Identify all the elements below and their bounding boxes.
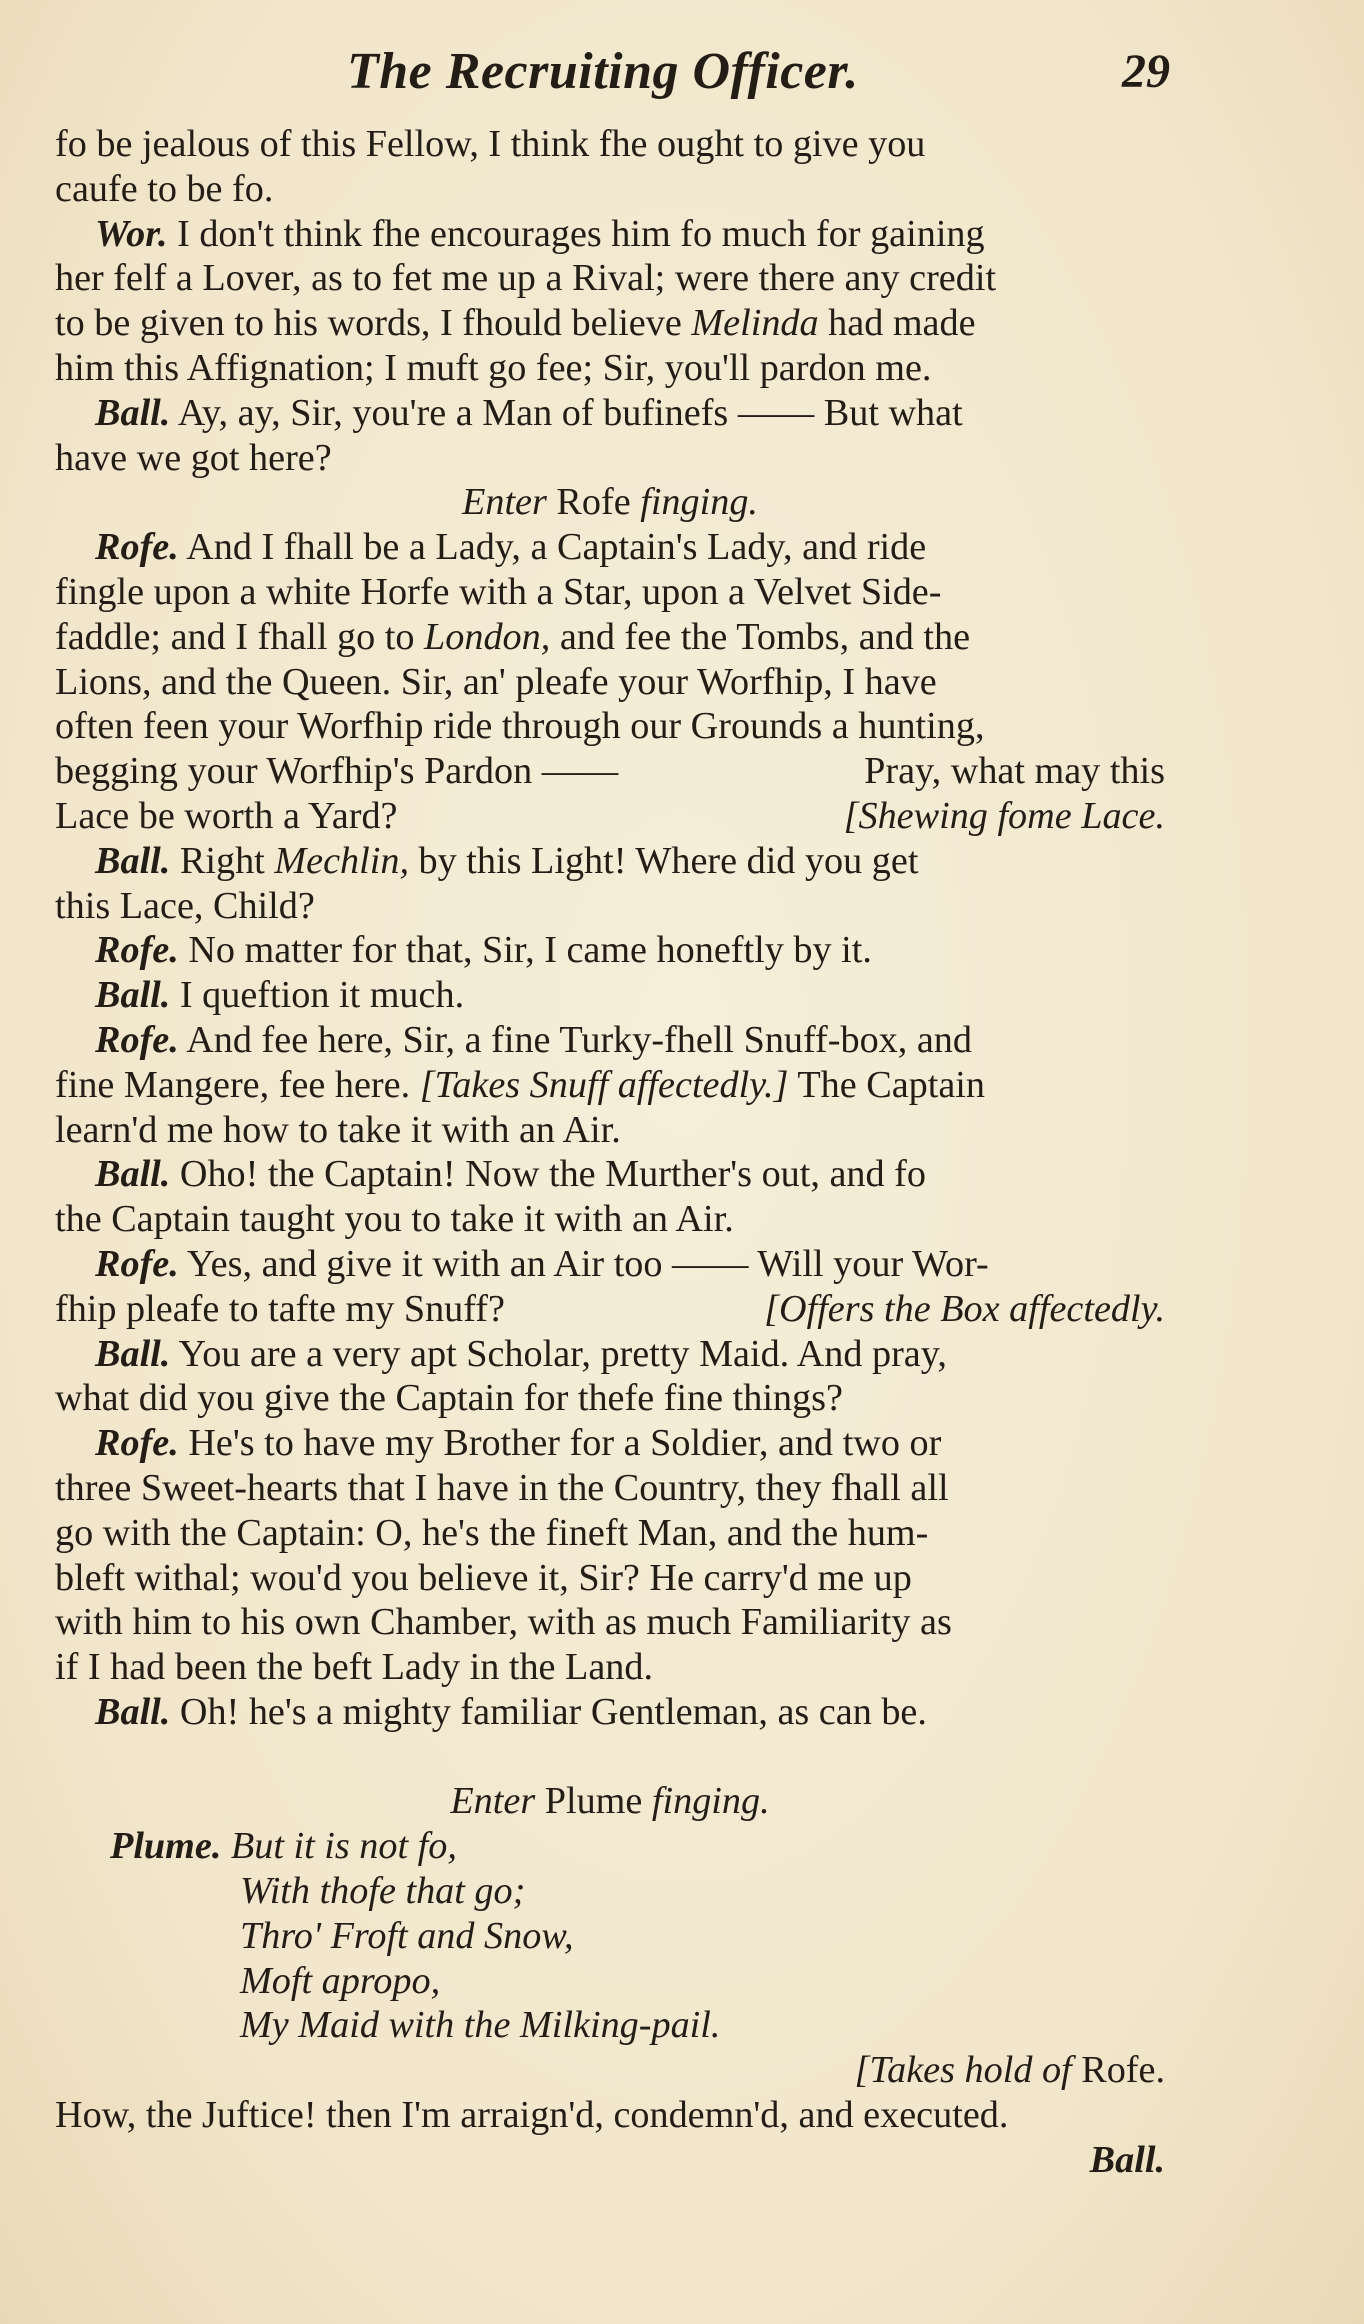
speech-line: Ball. Oho! the Captain! Now the Murther's out, and fo: [95, 1153, 926, 1196]
speech-line: Rofe. And fee here, Sir, a fine Turky-fhell Snuff-box, and: [95, 1018, 972, 1061]
text-line: bleft withal; wou'd you believe it, Sir? He carry'd me up: [55, 1556, 912, 1599]
text-line: if I had been the beft Lady in the Land.: [55, 1646, 654, 1689]
text-line: often feen your Worfhip ride through our Grounds a hunting,: [55, 705, 985, 748]
stage-direction: Enter Rofe finging.: [462, 481, 758, 524]
speaker-name: Rofe.: [95, 1422, 179, 1465]
speech-line: Ball. I queftion it much.: [95, 974, 465, 1017]
song-line: Moft apropo,: [240, 1959, 441, 2002]
speech-line: Rofe. And I fhall be a Lady, a Captain's Lady, and ride: [95, 526, 927, 569]
text-line: How, the Juftice! then I'm arraign'd, condemn'd, and executed.: [55, 2094, 1009, 2137]
speech-line: Ball. Oh! he's a mighty familiar Gentleman, as can be.: [95, 1690, 927, 1733]
speech-line: Wor. I don't think fhe encourages him fo much for gaining: [95, 212, 985, 255]
speaker-name: Ball.: [95, 1690, 171, 1733]
speech-line: Ball. Ay, ay, Sir, you're a Man of bufinefs —— But what: [95, 391, 963, 434]
text-line: fingle upon a white Horfe with a Star, upon a Velvet Side-: [55, 570, 942, 613]
stage-direction: [Takes hold of Rofe.: [854, 2049, 1165, 2092]
speaker-name: Ball.: [95, 839, 171, 882]
catchword: Ball.: [1089, 2138, 1165, 2181]
text-line: go with the Captain: O, he's the fineft Man, and the hum-: [55, 1511, 929, 1554]
speaker-name: Wor.: [95, 212, 168, 255]
spacer: [55, 1735, 1165, 1780]
speaker-name: Rofe.: [95, 929, 179, 972]
speaker-name: Ball.: [95, 391, 171, 434]
text-line: caufe to be fo.: [55, 167, 274, 210]
text-line: fo be jealous of this Fellow, I think fhe ought to give you: [55, 123, 926, 165]
song-line: With thofe that go;: [240, 1870, 526, 1913]
speaker-name: Ball.: [95, 1153, 171, 1196]
song-line: Plume. But it is not fo,: [110, 1825, 457, 1868]
text-line: with him to his own Chamber, with as much Familiarity as: [55, 1601, 952, 1644]
speech-line: Rofe. No matter for that, Sir, I came honeftly by it.: [95, 929, 872, 972]
play-text: [55, 122, 1165, 2183]
song-line: Thro' Froft and Snow,: [240, 1914, 574, 1957]
speaker-name: Rofe.: [95, 526, 179, 569]
text-line: faddle; and I fhall go to London, and fee the Tombs, and the: [55, 615, 971, 658]
text-line: fhip pleafe to tafte my Snuff? [Offers the Box affectedly.: [55, 1287, 1165, 1330]
text-line: fine Mangere, fee here. [Takes Snuff affectedly.] The Captain: [55, 1063, 986, 1106]
text-line: him this Affignation; I muft go fee; Sir, you'll pardon me.: [55, 346, 932, 389]
page-header: [55, 42, 1170, 102]
song-line: My Maid with the Milking-pail.: [240, 2004, 721, 2047]
speech-line: Ball. You are a very apt Scholar, pretty Maid. And pray,: [95, 1332, 947, 1375]
speaker-name: Plume.: [110, 1825, 222, 1868]
speaker-name: Rofe.: [95, 1242, 179, 1285]
speech-line: Ball. Right Mechlin, by this Light! Where did you get: [95, 839, 919, 882]
text-line: this Lace, Child?: [55, 884, 315, 927]
text-line: Lions, and the Queen. Sir, an' pleafe your Worfhip, I have: [55, 660, 937, 703]
text-line: her felf a Lover, as to fet me up a Rival; were there any credit: [55, 257, 997, 300]
speaker-name: Ball.: [95, 974, 171, 1017]
speaker-name: Ball.: [95, 1332, 171, 1375]
text-line: to be given to his words, I fhould believe Melinda had made: [55, 302, 976, 345]
text-line: the Captain taught you to take it with an Air.: [55, 1198, 734, 1241]
text-line: what did you give the Captain for thefe fine things?: [55, 1377, 843, 1420]
page-number: 29: [1122, 45, 1170, 98]
running-title: The Recruiting Officer.: [347, 43, 859, 100]
text-line: learn'd me how to take it with an Air.: [55, 1108, 621, 1151]
text-line: begging your Worfhip's Pardon —— Pray, what may this: [55, 750, 1165, 793]
speaker-name: Rofe.: [95, 1018, 179, 1061]
speech-line: Rofe. Yes, and give it with an Air too —— Will your Wor-: [95, 1242, 989, 1285]
stage-direction: Enter Plume finging.: [450, 1780, 770, 1823]
speech-line: Rofe. He's to have my Brother for a Soldier, and two or: [95, 1422, 942, 1465]
text-line: Lace be worth a Yard? [Shewing fome Lace.: [55, 794, 1165, 837]
text-line: three Sweet-hearts that I have in the Country, they fhall all: [55, 1466, 949, 1509]
text-line: have we got here?: [55, 436, 332, 479]
